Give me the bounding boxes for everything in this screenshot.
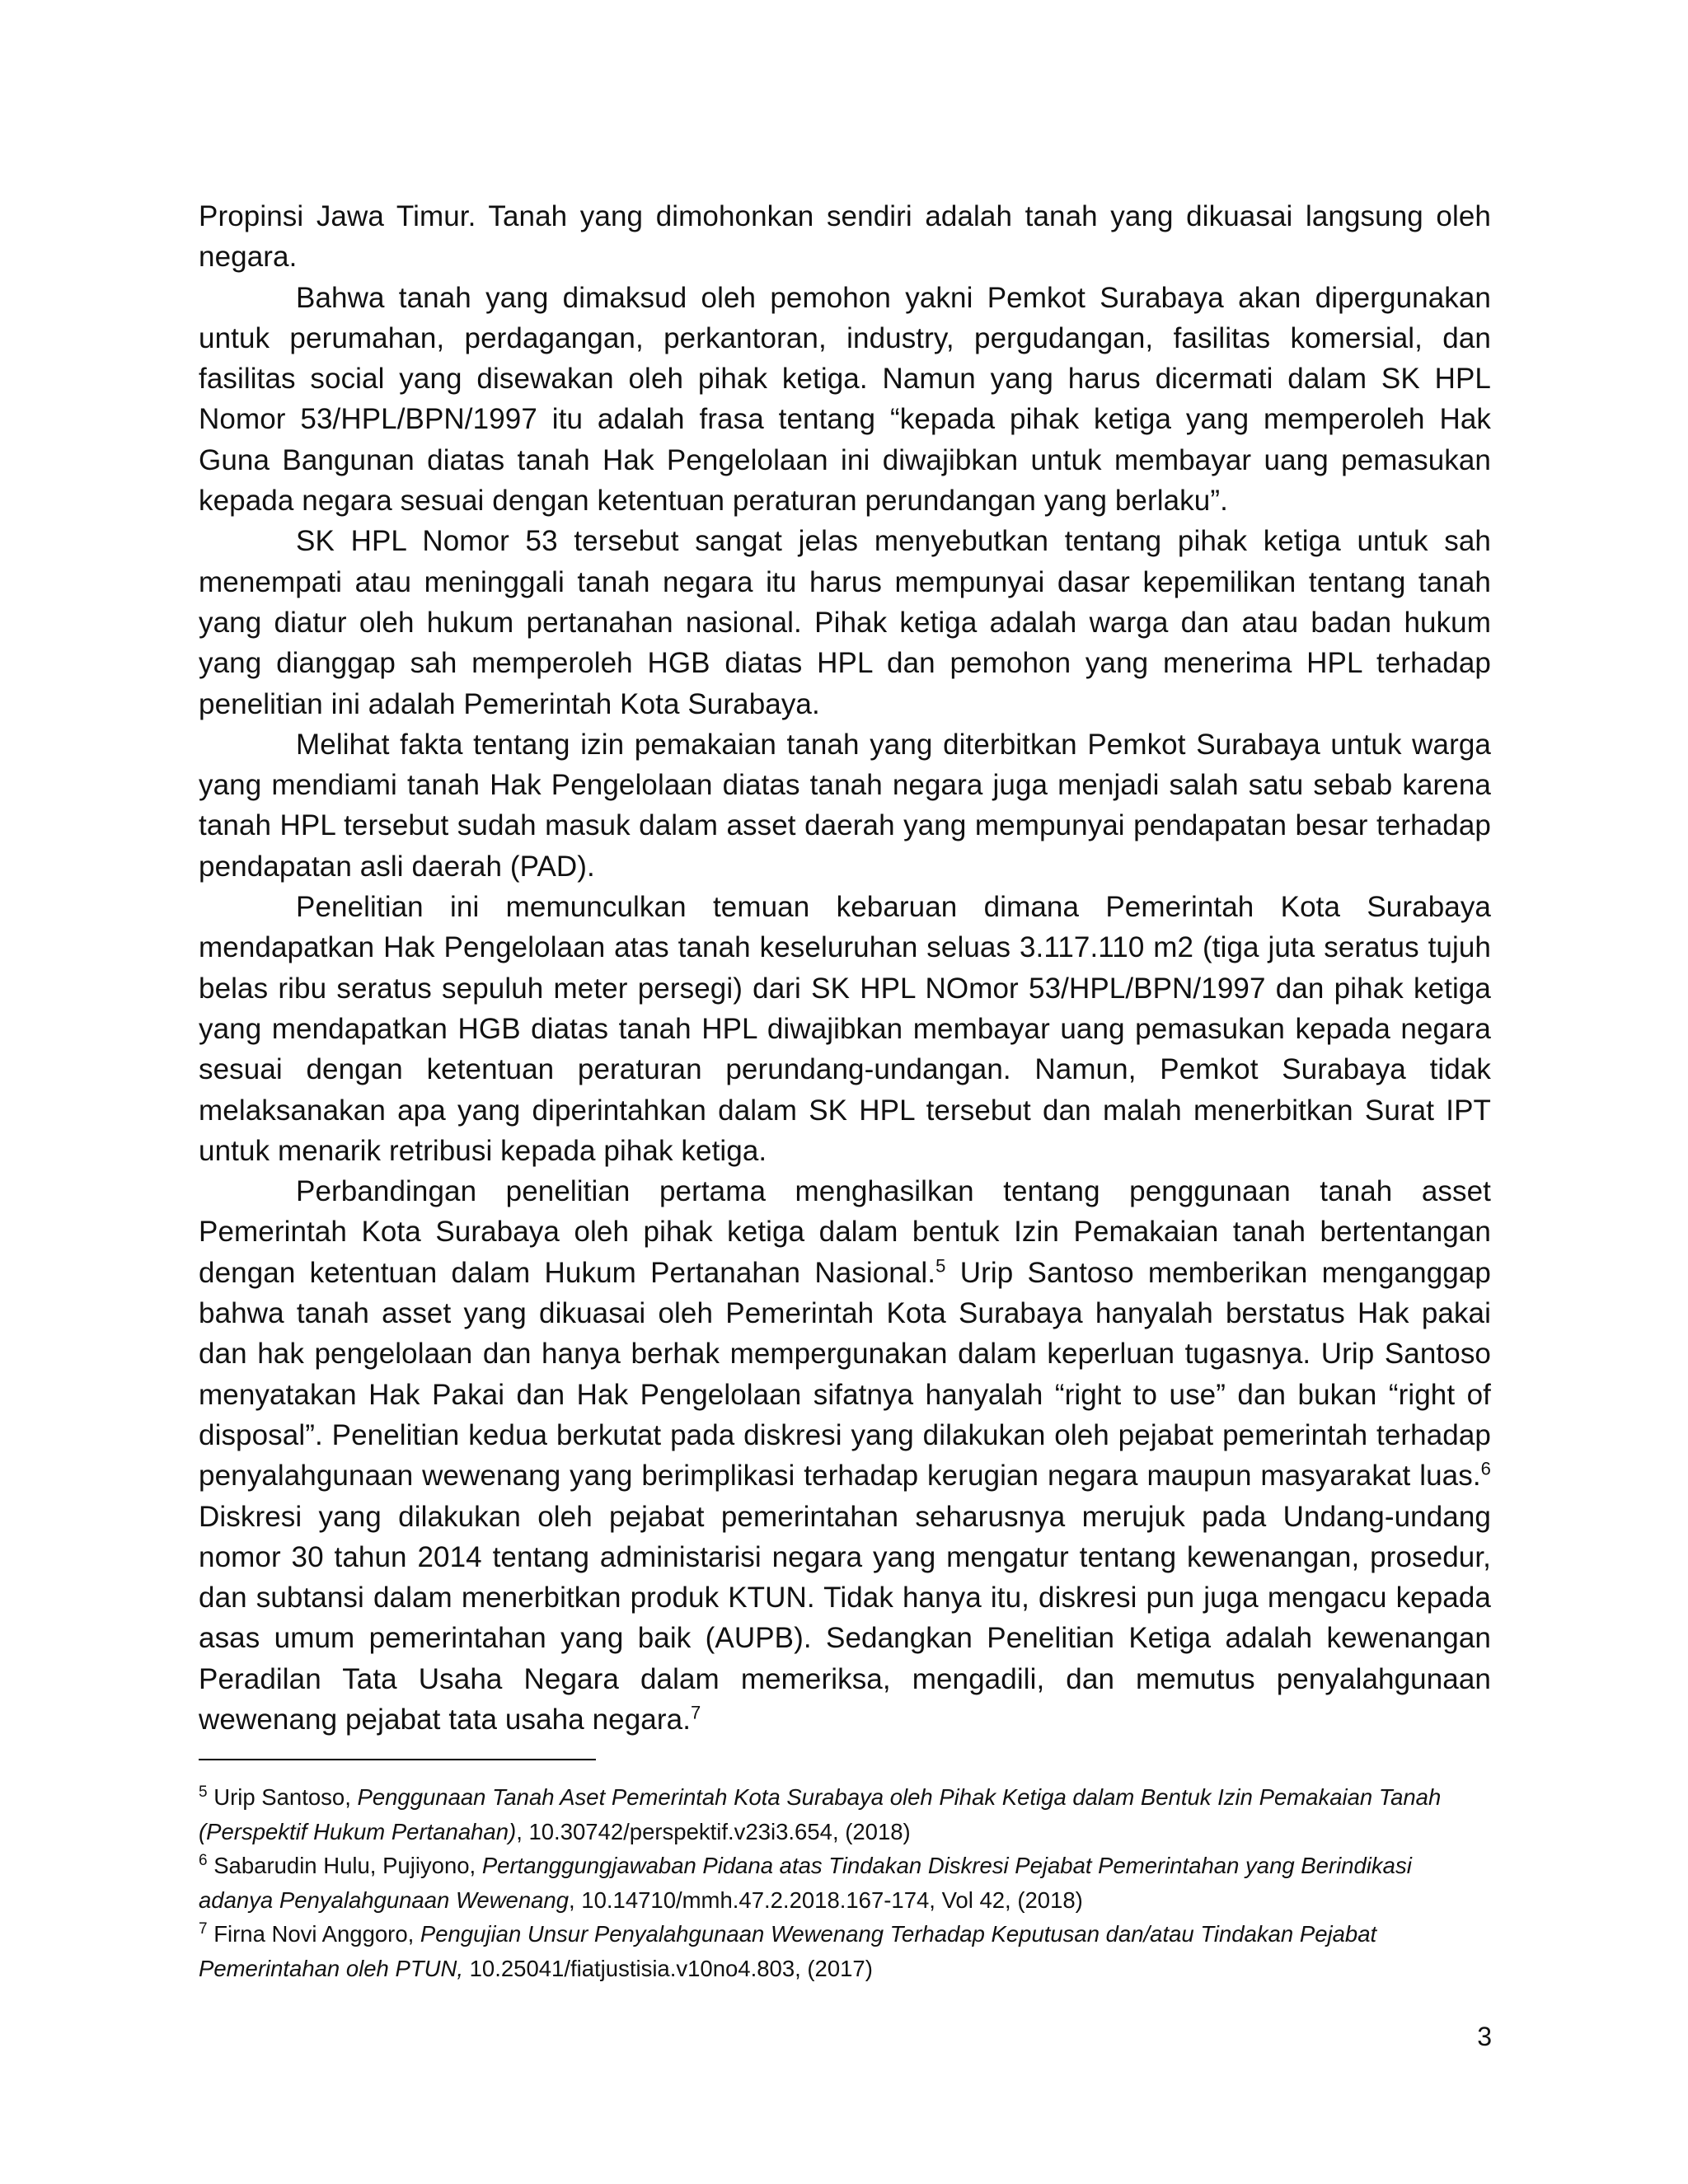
footnotes xyxy=(199,1780,1491,1985)
footnote-title: Pertanggungjawaban Pidana atas Tindakan Diskresi Pejabat Pemerintahan yang Berindikasi adanya Penyalahgunaan Wewenang xyxy=(199,1853,1412,1913)
footnote-number: 5 xyxy=(199,1783,208,1801)
footnote-citation: , 10.30742/perspektif.v23i3.654, (2018) xyxy=(516,1818,911,1844)
paragraph: Propinsi Jawa Timur. Tanah yang dimohonkan sendiri adalah tanah yang dikuasai langsung oleh negara. xyxy=(199,200,1491,274)
paragraph xyxy=(199,1171,1491,1740)
paragraph-text: Perbandingan penelitian pertama menghasilkan tentang penggunaan tanah asset Pemerintah Kota Surabaya oleh pihak ketiga dalam bentuk Izin Pemakaian tanah bertentangan dengan ketentuan dalam Hukum Pertanahan Nasional. xyxy=(199,1175,1491,1289)
footnote-reference[interactable]: 5 xyxy=(935,1255,946,1277)
paragraph: Penelitian ini memunculkan temuan kebaruan dimana Pemerintah Kota Surabaya mendapatkan Hak Pengelolaan atas tanah keseluruhan seluas 3.117.110 m2 (tiga juta seratus tujuh belas ribu seratus sepuluh meter persegi) dari SK HPL NOmor 53/HPL/BPN/1997 dan pihak ketiga yang mendapatkan HGB diatas tanah HPL diwajibkan membayar uang pemasukan kepada negara sesuai dengan ketentuan peraturan perundang-undangan. Namun, Pemkot Surabaya tidak melaksanakan apa yang diperintahkan dalam SK HPL tersebut dan malah menerbitkan Surat IPT untuk menarik retribusi kepada pihak ketiga. xyxy=(199,891,1491,1167)
page-number: 3 xyxy=(1477,2022,1492,2051)
footnote-reference[interactable]: 7 xyxy=(691,1702,701,1723)
footnote-number: 6 xyxy=(199,1851,208,1869)
footnote-citation: 10.25041/fiatjustisia.v10no4.803, (2017) xyxy=(463,1955,873,1981)
footnote-separator xyxy=(199,1759,596,1760)
footnote-reference[interactable]: 6 xyxy=(1480,1458,1491,1479)
paragraph: Melihat fakta tentang izin pemakaian tanah yang diterbitkan Pemkot Surabaya untuk warga yang mendiami tanah Hak Pengelolaan diatas tanah negara juga menjadi salah satu sebab karena tanah HPL tersebut sudah masuk dalam asset daerah yang mempunyai pendapatan besar terhadap pendapatan asli daerah (PAD). xyxy=(199,728,1491,883)
footnote xyxy=(199,1917,1491,1985)
footnote-title: Penggunaan Tanah Aset Pemerintah Kota Surabaya oleh Pihak Ketiga dalam Bentuk Izin Pemakaian Tanah (Perspektif Hukum Pertanahan) xyxy=(199,1784,1442,1844)
footnote-title: Pengujian Unsur Penyalahgunaan Wewenang Terhadap Keputusan dan/atau Tindakan Pejabat Pemerintahan oleh PTUN, xyxy=(199,1921,1377,1981)
footnote-author: Sabarudin Hulu, Pujiyono, xyxy=(207,1853,482,1878)
footnote-author: Firna Novi Anggoro, xyxy=(207,1921,420,1947)
footnote xyxy=(199,1849,1491,1917)
paragraph-text: Urip Santoso memberikan menganggap bahwa tanah asset yang dikuasai oleh Pemerintah Kota Surabaya hanyalah berstatus Hak pakai dan hak pengelolaan dan hanya berhak mempergunakan dalam keperluan tugasnya. Urip Santoso menyatakan Hak Pakai dan Hak Pengelolaan sifatnya hanyalah “right to use” dan bukan “right of disposal”. Penelitian kedua berkutat pada diskresi yang dilakukan oleh pejabat pemerintah terhadap penyalahgunaan wewenang yang berimplikasi terhadap kerugian negara maupun masyarakat luas. xyxy=(199,1256,1491,1493)
footnote xyxy=(199,1780,1491,1849)
paragraph: SK HPL Nomor 53 tersebut sangat jelas menyebutkan tentang pihak ketiga untuk sah menempati atau meninggali tanah negara itu harus mempunyai dasar kepemilikan tentang tanah yang diatur oleh hukum pertanahan nasional. Pihak ketiga adalah warga dan atau badan hukum yang dianggap sah memperoleh HGB diatas HPL dan pemohon yang menerima HPL terhadap penelitian ini adalah Pemerintah Kota Surabaya. xyxy=(199,525,1491,720)
footnote-citation: , 10.14710/mmh.47.2.2018.167-174, Vol 42, (2018) xyxy=(569,1886,1083,1913)
paragraph: Bahwa tanah yang dimaksud oleh pemohon yakni Pemkot Surabaya akan dipergunakan untuk perumahan, perdagangan, perkantoran, industry, pergudangan, fasilitas komersial, dan fasilitas social yang disewakan oleh pihak ketiga. Namun yang harus dicermati dalam SK HPL Nomor 53/HPL/BPN/1997 itu adalah frasa tentang “kepada pihak ketiga yang memperoleh Hak Guna Bangunan diatas tanah Hak Pengelolaan ini diwajibkan untuk membayar uang pemasukan kepada negara sesuai dengan ketentuan peraturan perundangan yang berlaku”. xyxy=(199,281,1491,518)
footnote-number: 7 xyxy=(199,1919,208,1938)
body-text xyxy=(199,196,1491,1740)
paragraph-text: Diskresi yang dilakukan oleh pejabat pemerintahan seharusnya merujuk pada Undang-undang nomor 30 tahun 2014 tentang administarisi negara yang mengatur tentang kewenangan, prosedur, dan subtansi dalam menerbitkan produk KTUN. Tidak hanya itu, diskresi pun juga mengacu kepada asas umum pemerintahan yang baik (AUPB). Sedangkan Penelitian Ketiga adalah kewenangan Peradilan Tata Usaha Negara dalam memeriksa, mengadili, dan memutus penyalahgunaan wewenang pejabat tata usaha negara. xyxy=(199,1500,1491,1736)
footnote-author: Urip Santoso, xyxy=(207,1784,358,1810)
